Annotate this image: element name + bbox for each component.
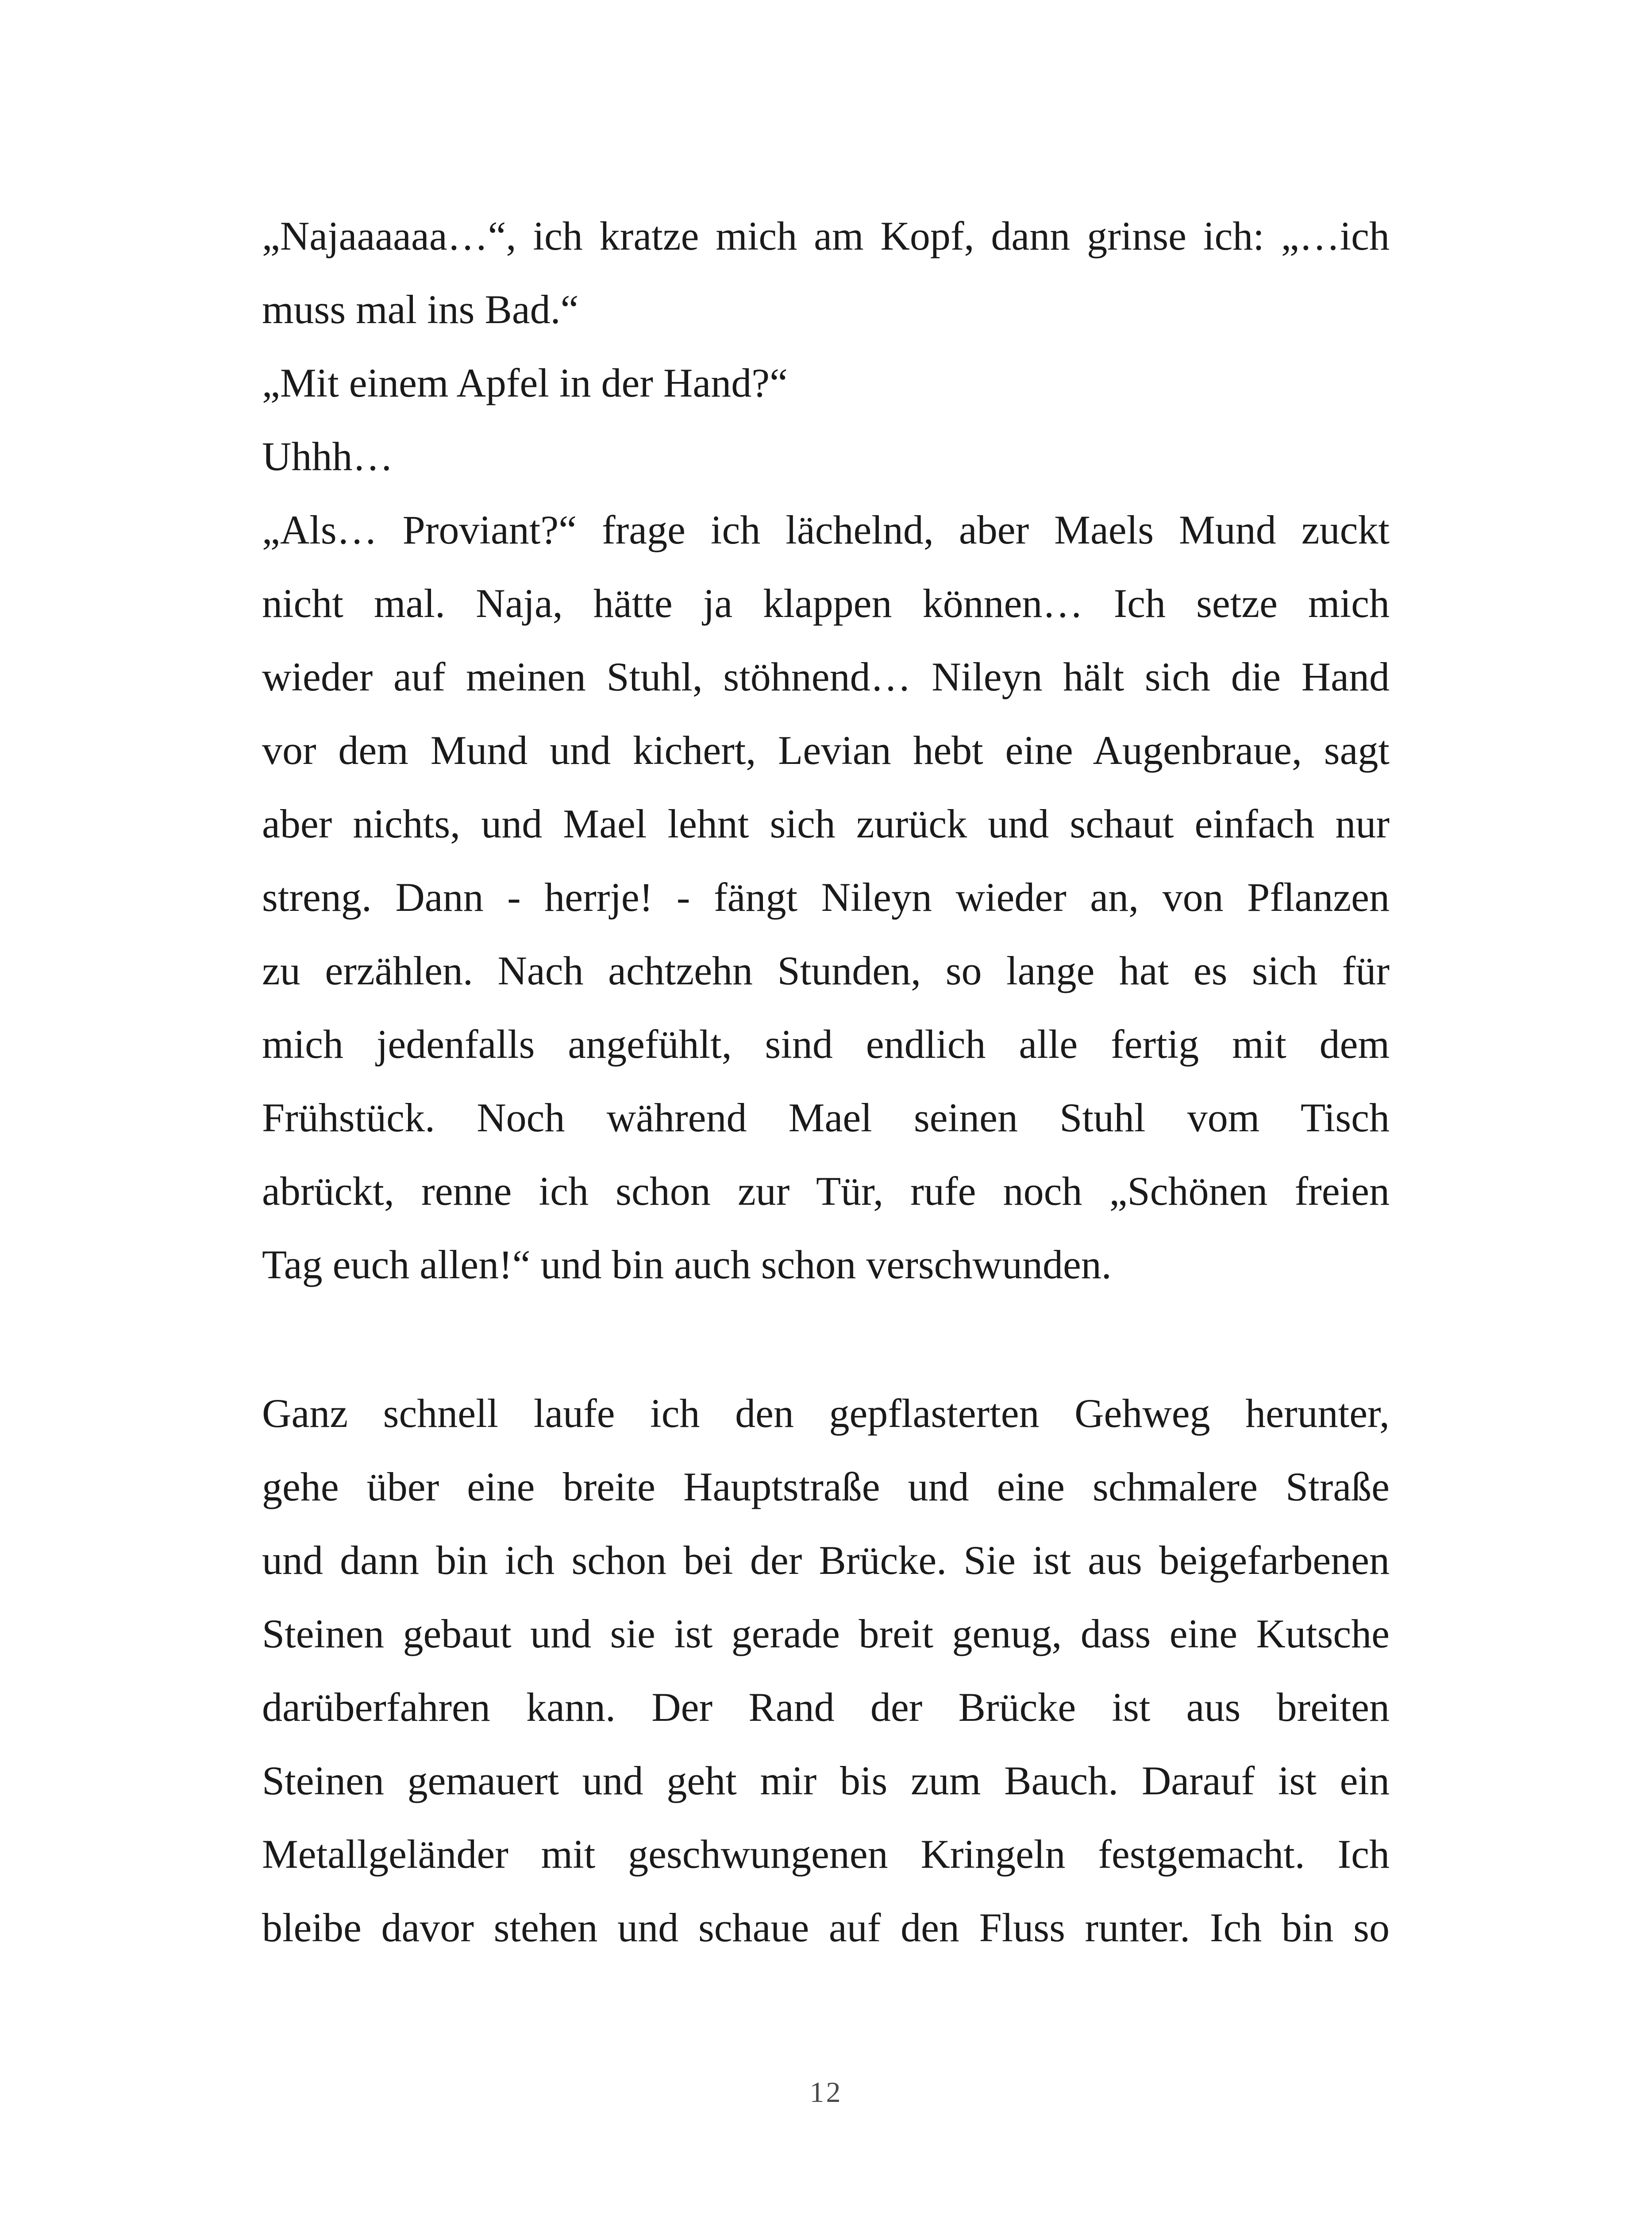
paragraph-2 bbox=[262, 1376, 1390, 1964]
text-line: streng. Dann - herrje! - fängt Nileyn wieder an, von Pflanzen bbox=[262, 875, 1390, 920]
text-line: vor dem Mund und kichert, Levian hebt eine Augenbraue, sagt bbox=[262, 728, 1390, 773]
paragraph-1 bbox=[262, 199, 1390, 1301]
text-line: „Als… Proviant?“ frage ich lächelnd, aber Maels Mund zuckt bbox=[262, 507, 1390, 552]
text-line: und dann bin ich schon bei der Brücke. Sie ist aus beigefarbenen bbox=[262, 1538, 1390, 1583]
text-line: Uhhh… bbox=[262, 434, 393, 479]
text-line: darüberfahren kann. Der Rand der Brücke ist aus breiten bbox=[262, 1685, 1390, 1730]
text-line: gehe über eine breite Hauptstraße und eine schmalere Straße bbox=[262, 1464, 1390, 1509]
text-line: nicht mal. Naja, hätte ja klappen können… Ich setze mich bbox=[262, 581, 1390, 626]
text-line: Metallgeländer mit geschwungenen Kringeln festgemacht. Ich bbox=[262, 1831, 1390, 1877]
text-line: Frühstück. Noch während Mael seinen Stuhl vom Tisch bbox=[262, 1095, 1390, 1140]
text-line: zu erzählen. Nach achtzehn Stunden, so lange hat es sich für bbox=[262, 948, 1390, 993]
page-number: 12 bbox=[809, 2076, 843, 2109]
text-line: mich jedenfalls angefühlt, sind endlich alle fertig mit dem bbox=[262, 1022, 1390, 1067]
text-line: Steinen gemauert und geht mir bis zum Bauch. Darauf ist ein bbox=[262, 1758, 1390, 1803]
text-line: Steinen gebaut und sie ist gerade breit genug, dass eine Kutsche bbox=[262, 1611, 1390, 1656]
text-line: Ganz schnell laufe ich den gepflasterten Gehweg herunter, bbox=[262, 1391, 1390, 1436]
text-line: aber nichts, und Mael lehnt sich zurück und schaut einfach nur bbox=[262, 801, 1390, 846]
text-line: bleibe davor stehen und schaue auf den Fluss runter. Ich bin so bbox=[262, 1905, 1390, 1950]
text-line: abrückt, renne ich schon zur Tür, rufe noch „Schönen freien bbox=[262, 1168, 1390, 1214]
text-line: muss mal ins Bad.“ bbox=[262, 287, 579, 332]
text-line: „Najaaaaaa…“, ich kratze mich am Kopf, dann grinse ich: „…ich bbox=[262, 213, 1390, 258]
text-line: Tag euch allen!“ und bin auch schon verschwunden. bbox=[262, 1242, 1112, 1287]
text-line: „Mit einem Apfel in der Hand?“ bbox=[262, 360, 788, 405]
text-line: wieder auf meinen Stuhl, stöhnend… Nileyn hält sich die Hand bbox=[262, 654, 1390, 699]
